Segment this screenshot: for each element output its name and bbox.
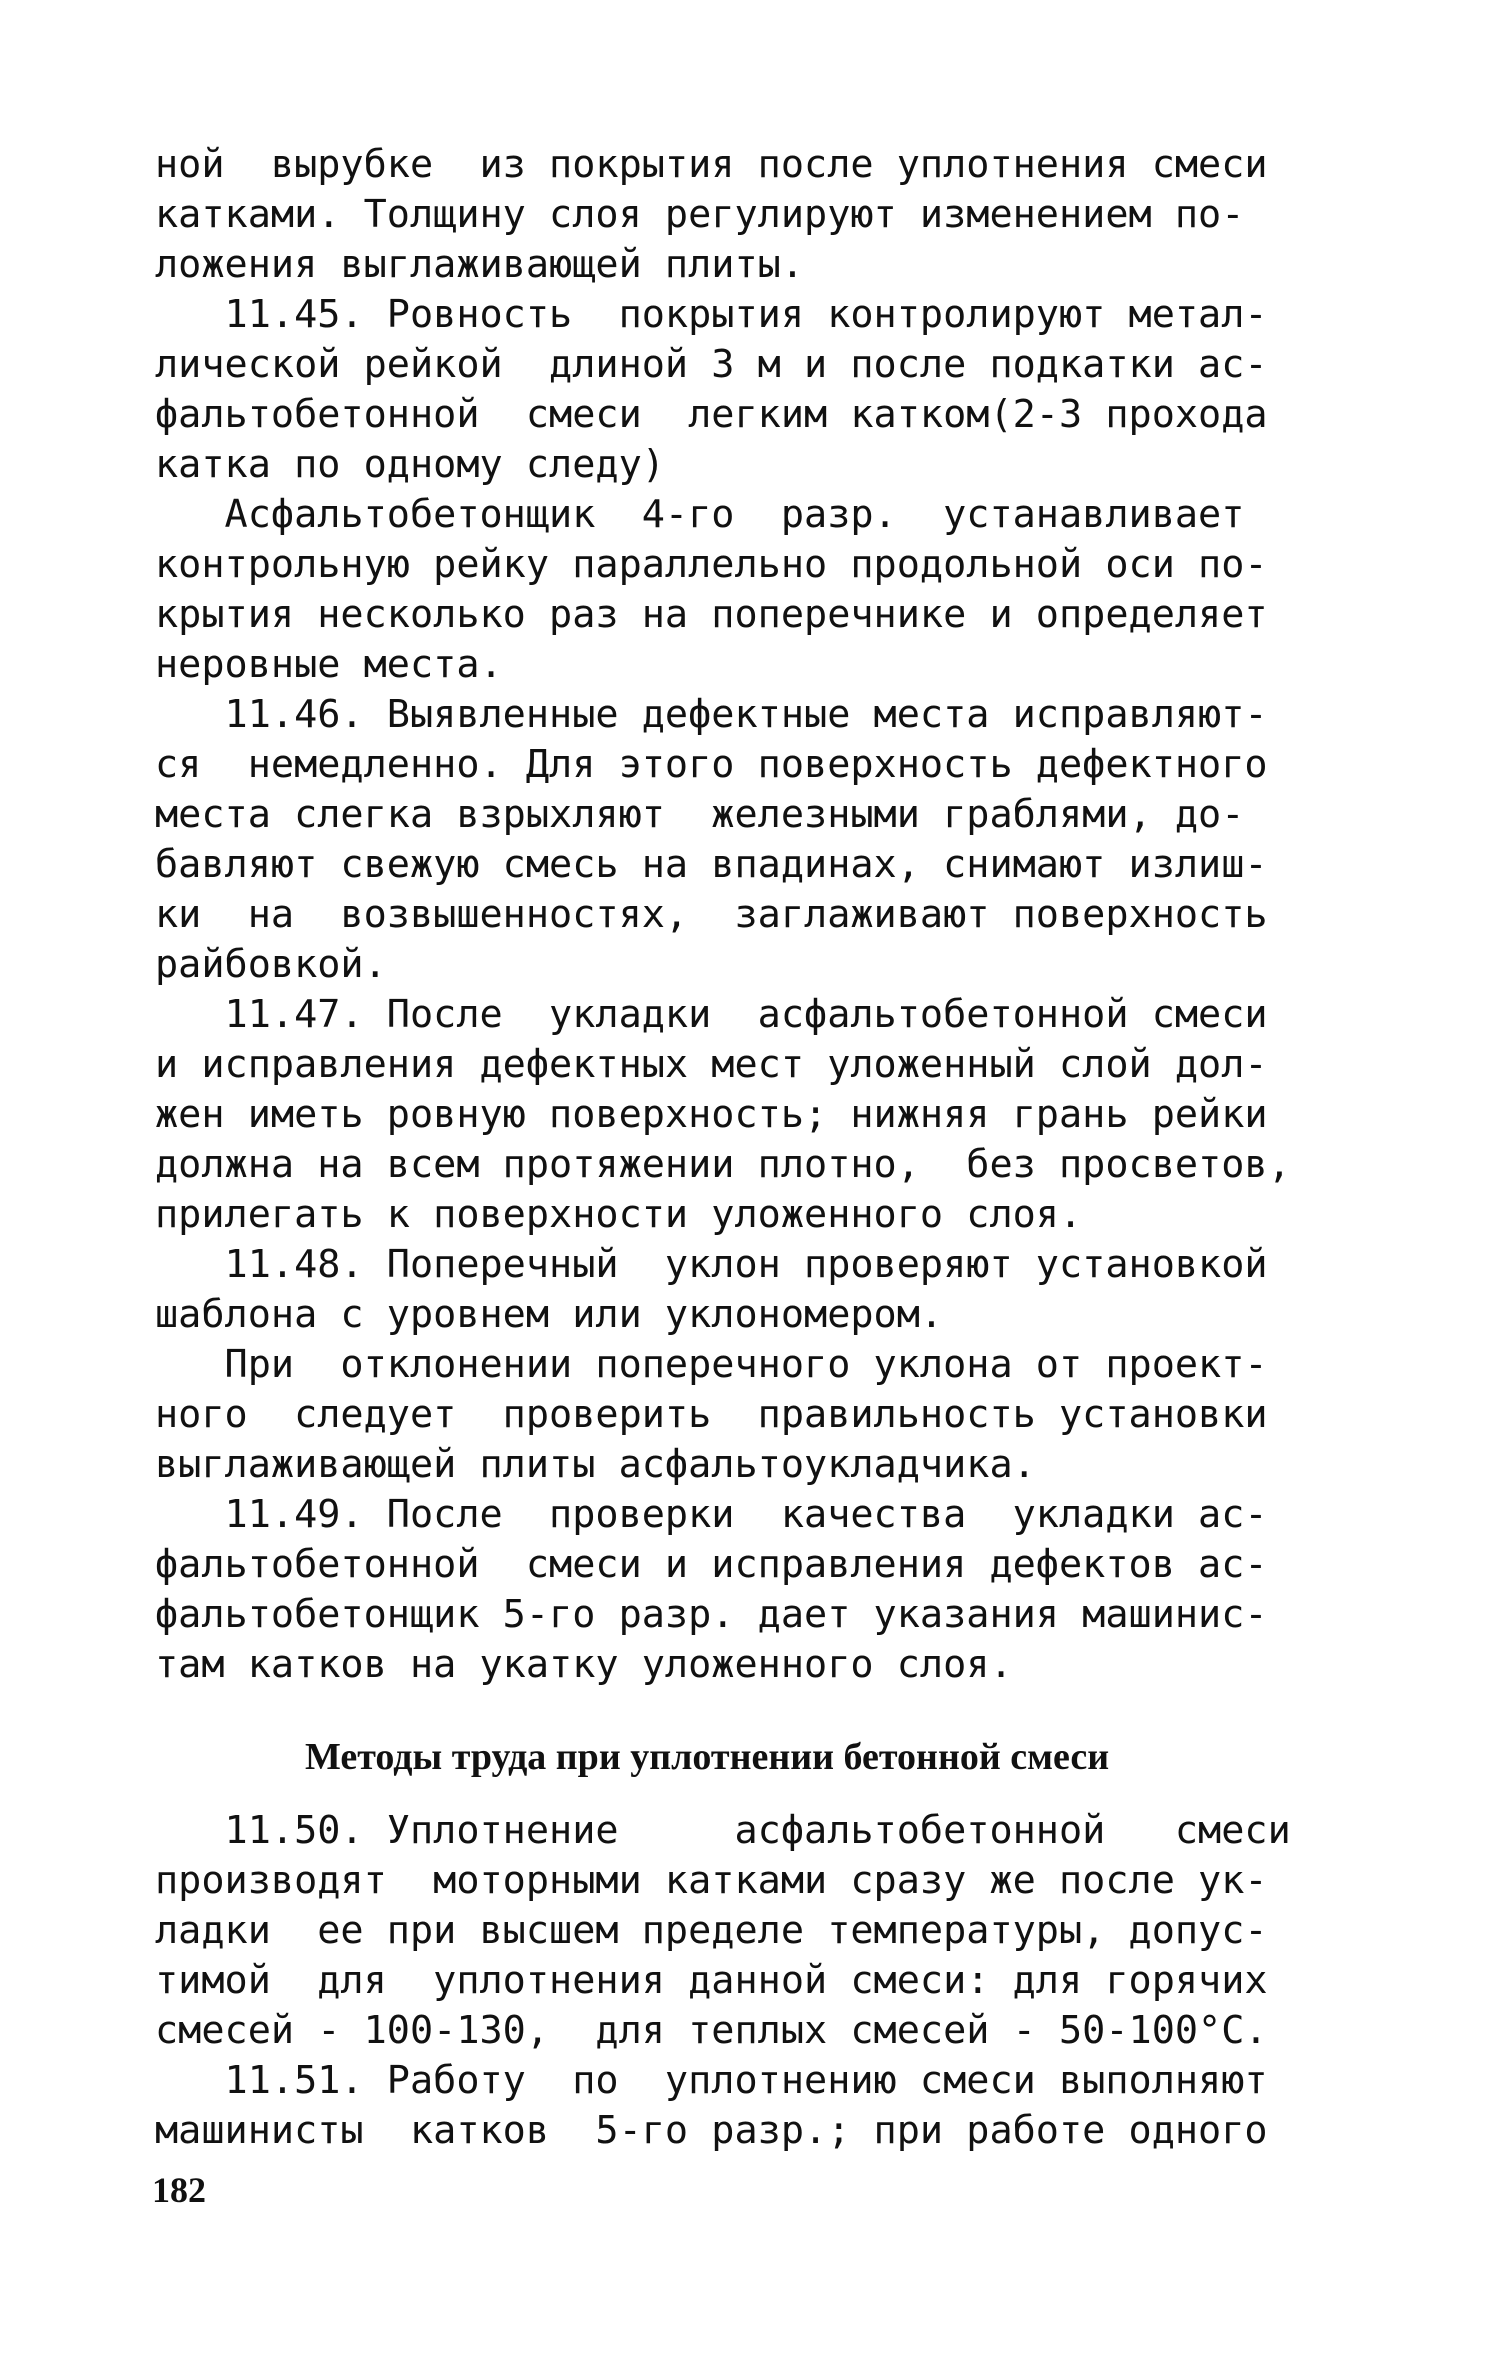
text-line: ного следует проверить правильность установки — [155, 1392, 1268, 1437]
text-line: выглаживающей плиты асфальтоукладчика. — [155, 1442, 1036, 1487]
text-line: катками. Толщину слоя регулируют изменением по- — [155, 192, 1245, 237]
text-line: там катков на укатку уложенного слоя. — [155, 1642, 1013, 1687]
text-line: машинисты катков 5-го разр.; при работе одного — [155, 2108, 1268, 2153]
text-line: шаблона с уровнем или уклономером. — [155, 1292, 944, 1337]
text-line: крытия несколько раз на поперечнике и определяет — [155, 592, 1268, 637]
text-line: смесей - 100-130, для теплых смесей - 50-100°С. — [155, 2008, 1268, 2053]
text-line: контрольную рейку параллельно продольной оси по- — [155, 542, 1268, 587]
text-line: ной вырубке из покрытия после уплотнения смеси — [155, 142, 1268, 187]
text-line: и исправления дефектных мест уложенный слой дол- — [155, 1042, 1268, 1087]
text-line: 11.50. Уплотнение асфальтобетонной смеси — [155, 1808, 1291, 1853]
text-line: 11.45. Ровность покрытия контролируют метал- — [155, 292, 1268, 337]
text-line: места слегка взрыхляют железными граблями, до- — [155, 792, 1245, 837]
text-line: райбовкой. — [155, 942, 387, 987]
text-line: ся немедленно. Для этого поверхность дефектного — [155, 742, 1268, 787]
text-line: фальтобетонной смеси и исправления дефектов ас- — [155, 1542, 1268, 1587]
text-line: 11.49. После проверки качества укладки ас- — [155, 1492, 1268, 1537]
text-line: прилегать к поверхности уложенного слоя. — [155, 1192, 1083, 1237]
text-line: бавляют свежую смесь на впадинах, снимают излиш- — [155, 842, 1268, 887]
text-line: Асфальтобетонщик 4-го разр. устанавливает — [155, 492, 1245, 537]
page-content — [155, 140, 1355, 2156]
text-line: жен иметь ровную поверхность; нижняя грань рейки — [155, 1092, 1268, 1137]
text-line: тимой для уплотнения данной смеси: для горячих — [155, 1958, 1268, 2003]
page-number: 182 — [152, 2170, 206, 2210]
section-heading: Методы труда при уплотнении бетонной смеси — [305, 1736, 1110, 1778]
text-line: катка по одному следу) — [155, 442, 665, 487]
text-line: При отклонении поперечного уклона от проект- — [155, 1342, 1268, 1387]
text-line: 11.46. Выявленные дефектные места исправляют- — [155, 692, 1268, 737]
text-line: должна на всем протяжении плотно, без просветов, — [155, 1142, 1291, 1187]
text-line: фальтобетонной смеси легким катком(2-3 прохода — [155, 392, 1268, 437]
text-line: лической рейкой длиной 3 м и после подкатки ас- — [155, 342, 1268, 387]
text-line: ложения выглаживающей плиты. — [155, 242, 805, 287]
text-line: 11.51. Работу по уплотнению смеси выполняют — [155, 2058, 1268, 2103]
text-block-1 — [155, 140, 1355, 1690]
text-line: фальтобетонщик 5-го разр. дает указания машинис- — [155, 1592, 1268, 1637]
text-line: 11.47. После укладки асфальтобетонной смеси — [155, 992, 1268, 1037]
text-line: 11.48. Поперечный уклон проверяют установкой — [155, 1242, 1268, 1287]
text-block-2 — [155, 1806, 1355, 2156]
text-line: производят моторными катками сразу же после ук- — [155, 1858, 1268, 1903]
text-line: ладки ее при высшем пределе температуры, допус- — [155, 1908, 1268, 1953]
text-line: неровные места. — [155, 642, 503, 687]
text-line: ки на возвышенностях, заглаживают поверхность — [155, 892, 1268, 937]
